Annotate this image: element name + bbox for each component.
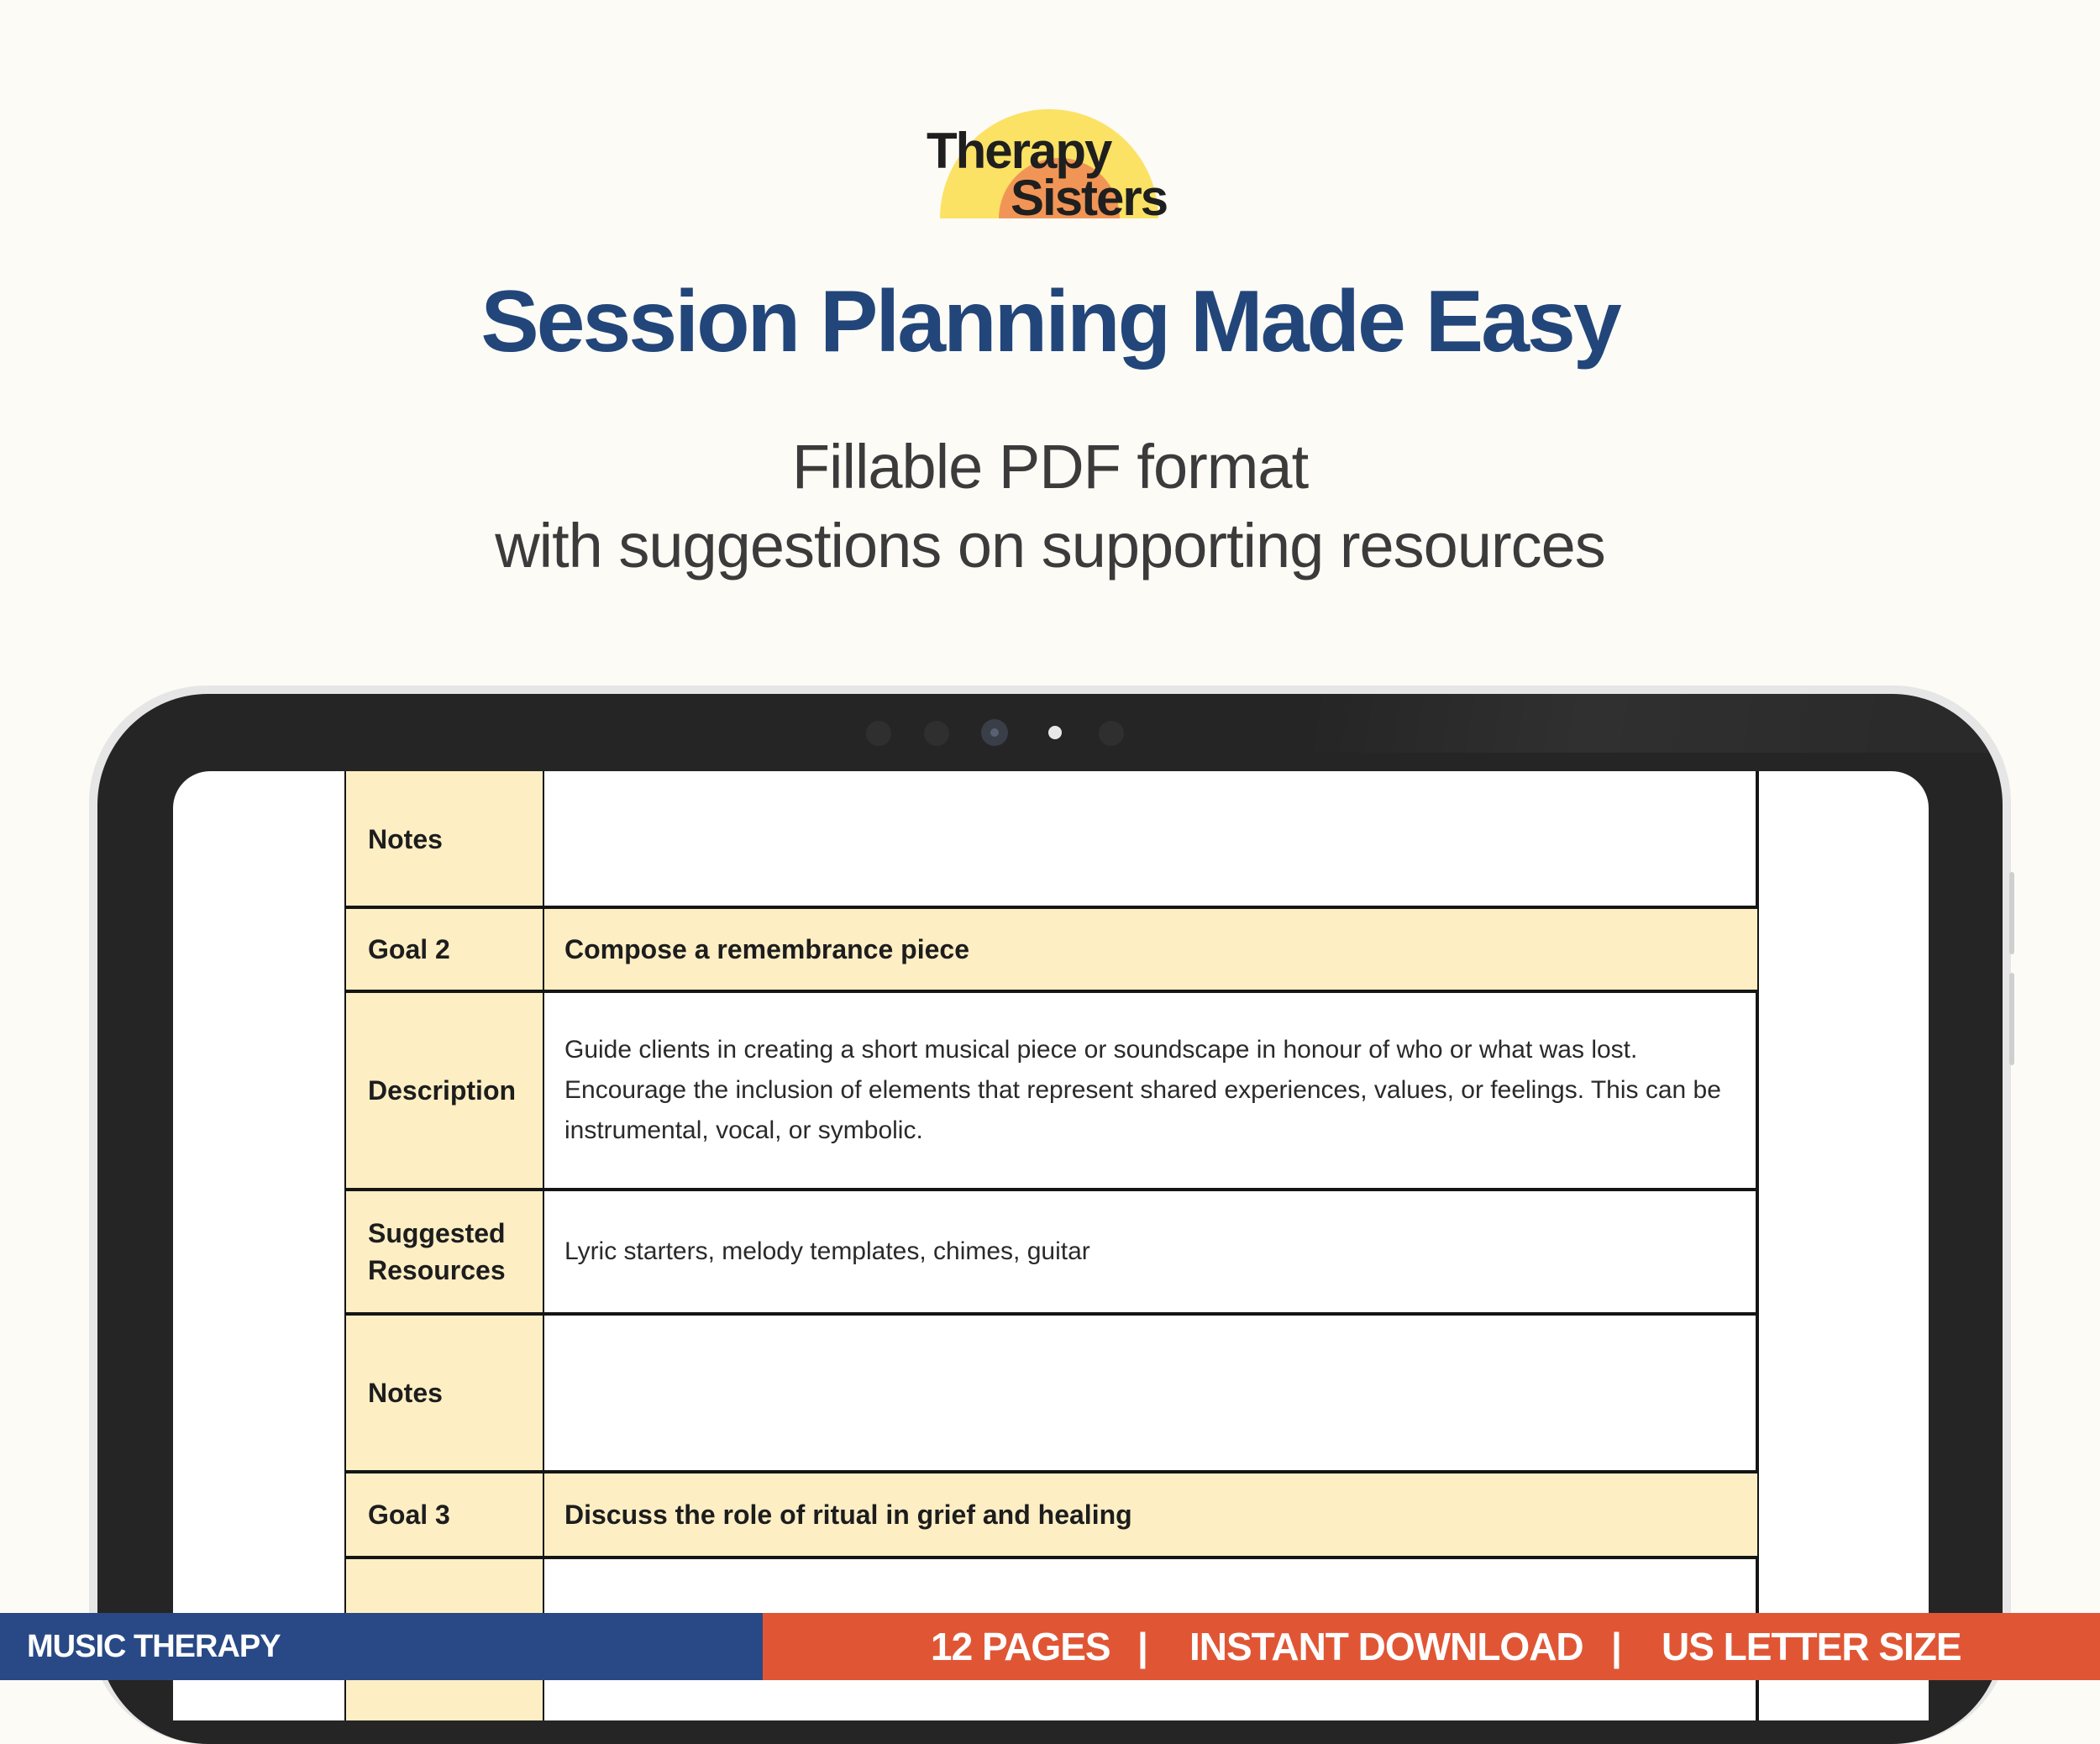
row-label: Description <box>346 993 543 1188</box>
table-row <box>346 1316 1757 1470</box>
notes-field[interactable] <box>544 771 1757 907</box>
logo-word-sisters: Sisters <box>1011 170 1168 226</box>
table-row <box>346 1473 1757 1556</box>
notes-field[interactable] <box>544 1316 1757 1470</box>
row-label: Goal 2 <box>346 909 543 990</box>
table-row <box>346 993 1757 1188</box>
therapy-sisters-logo <box>920 99 1172 227</box>
tablet-screen <box>173 771 1929 1720</box>
goal-field[interactable]: Discuss the role of ritual in grief and healing <box>544 1473 1757 1556</box>
pages-count: 12 PAGES <box>931 1625 1110 1668</box>
subtitle-line-1: Fillable PDF format <box>791 432 1309 502</box>
description-field[interactable]: Guide clients in creating a short musical piece or soundscape in honour of who or what was lost. Encourage the inclusion of elements that represent shared experiences, values, or feelings. This can be instrumental, vocal, or symbolic. <box>564 1036 1721 1144</box>
row-label: Notes <box>346 1316 543 1470</box>
sensor-dot <box>924 721 949 746</box>
goal-field[interactable]: Compose a remembrance piece <box>544 909 1757 990</box>
volume-down-button <box>2009 973 2014 1065</box>
row-label: Notes <box>346 771 543 907</box>
indicator-light <box>1048 726 1062 739</box>
row-label: Suggested Resources <box>346 1191 543 1312</box>
category-banner: MUSIC THERAPY <box>0 1613 763 1680</box>
separator: | <box>1611 1625 1621 1668</box>
page-title: Session Planning Made Easy <box>480 273 1620 370</box>
table-row <box>346 1191 1757 1312</box>
features-banner <box>763 1613 2100 1680</box>
logo-word-therapy: Therapy <box>927 123 1111 179</box>
resources-field[interactable]: Lyric starters, melody templates, chimes, guitar <box>564 1237 1090 1265</box>
row-label: Goal 3 <box>346 1473 543 1556</box>
separator: | <box>1137 1625 1147 1668</box>
subtitle-line-2: with suggestions on supporting resources <box>495 511 1605 580</box>
sensor-dot <box>1099 721 1124 746</box>
tablet-glare <box>1310 694 2003 753</box>
camera-lens-icon <box>981 719 1008 746</box>
instant-download-label: INSTANT DOWNLOAD <box>1189 1625 1583 1668</box>
volume-up-button <box>2009 872 2014 954</box>
table-row <box>346 909 1757 990</box>
paper-size-label: US LETTER SIZE <box>1662 1625 1961 1668</box>
sensor-dot <box>866 721 891 746</box>
table-row <box>346 771 1757 907</box>
